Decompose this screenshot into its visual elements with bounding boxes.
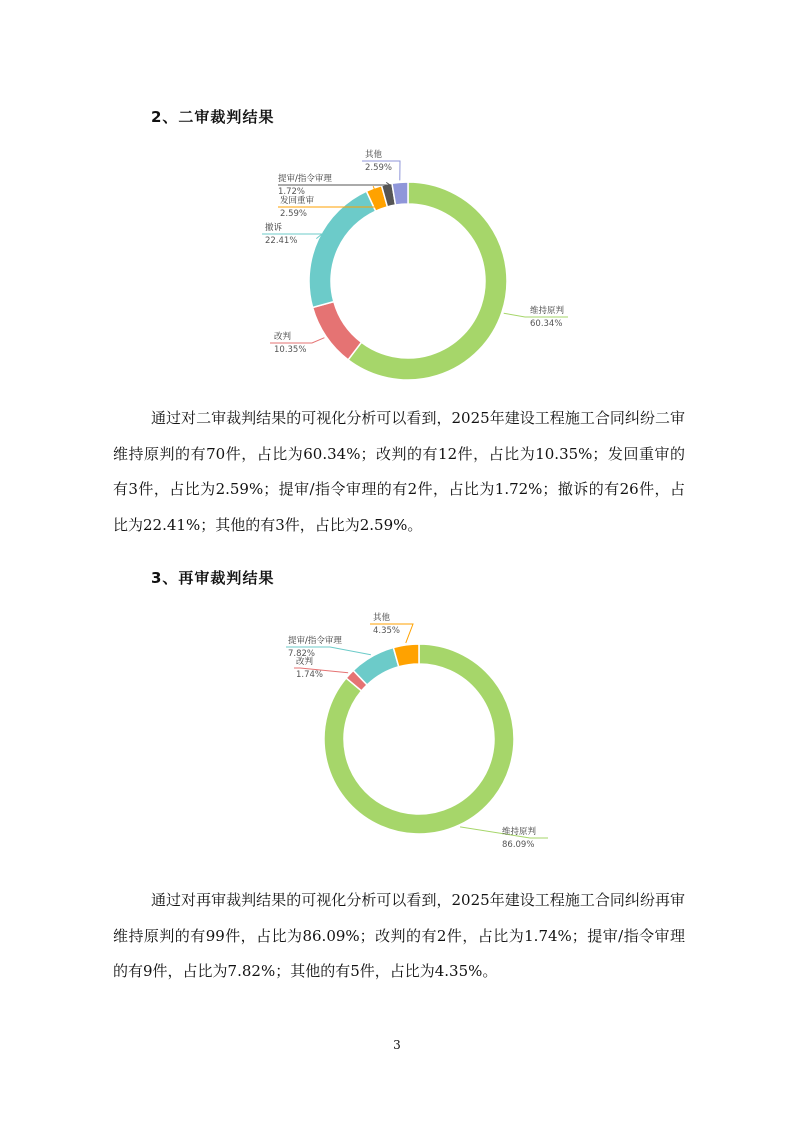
slice-value-revise: 10.35% xyxy=(274,345,307,355)
donut-slice-other xyxy=(392,182,408,205)
appeal-result-donut-chart xyxy=(260,145,565,385)
slice-label-remand: 发回重审 xyxy=(280,196,315,206)
slice-value-maintain: 86.09% xyxy=(502,840,535,850)
slice-value-other: 4.35% xyxy=(373,626,401,636)
retrial-result-paragraph: 通过对再审裁判结果的可视化分析可以看到，2025年建设工程施工合同纠纷再审维持原判的有99件，占比为86.09%；改判的有2件，占比为1.74%；提审/指令审理的有9件，占比为7.82%；其他的有5件，占比为4.35%。 xyxy=(113,891,685,980)
donut-slice-other xyxy=(393,644,419,667)
appeal-result-paragraph: 通过对二审裁判结果的可视化分析可以看到，2025年建设工程施工合同纠纷二审维持原判的有70件，占比为60.34%；改判的有12件，占比为10.35%；发回重审的有3件，占比为2.59%；提审/指令审理的有2件，占比为1.72%；撤诉的有26件，占比为22.41%；其他的有3件，占比为2.59%。 xyxy=(113,409,685,534)
slice-label-revise: 改判 xyxy=(274,332,292,342)
slice-label-other: 其他 xyxy=(373,613,391,623)
slice-label-revise: 改判 xyxy=(296,657,314,667)
retrial-result-donut-chart xyxy=(270,606,560,861)
slice-label-withdraw: 撤诉 xyxy=(265,223,283,233)
slice-value-remand: 2.59% xyxy=(280,209,308,219)
slice-value-review: 7.82% xyxy=(288,649,316,659)
section-heading-retrial: 3、再审裁判结果 xyxy=(151,569,275,587)
page-number: 3 xyxy=(393,1038,401,1052)
donut-slice-withdraw xyxy=(309,191,376,307)
slice-value-revise: 1.74% xyxy=(296,670,324,680)
slice-value-withdraw: 22.41% xyxy=(265,236,298,246)
slice-value-other: 2.59% xyxy=(365,163,393,173)
donut-slice-revise xyxy=(313,302,362,360)
slice-value-review: 1.72% xyxy=(278,187,306,197)
slice-label-review: 提审/指令审理 xyxy=(288,636,342,646)
section-heading-appeal: 2、二审裁判结果 xyxy=(151,108,275,126)
slice-label-other: 其他 xyxy=(365,150,383,160)
slice-label-maintain: 维持原判 xyxy=(502,827,537,837)
slice-label-review: 提审/指令审理 xyxy=(278,174,332,184)
slice-value-maintain: 60.34% xyxy=(530,319,563,329)
slice-label-maintain: 维持原判 xyxy=(530,306,565,316)
